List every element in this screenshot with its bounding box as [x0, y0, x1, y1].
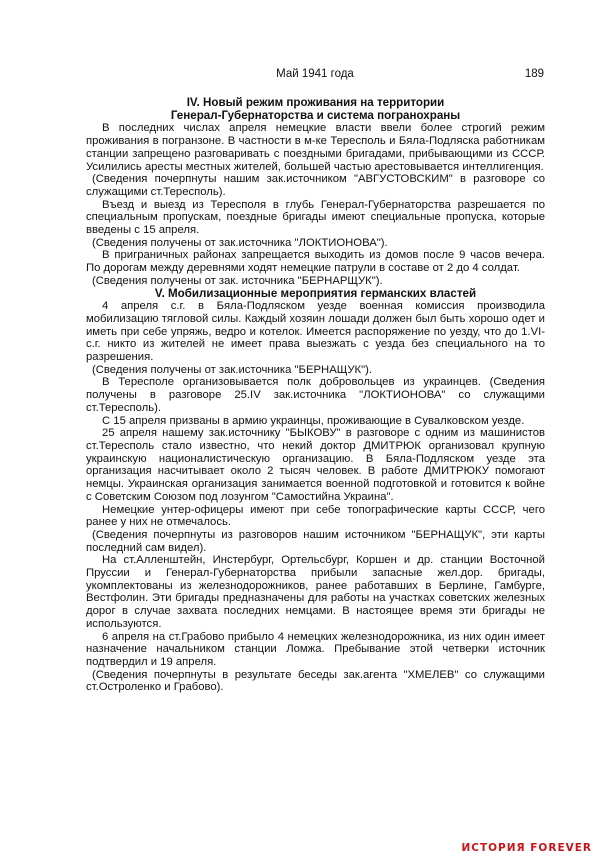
- paragraph: Въезд и выезд из Тересполя в глубь Генерал-Губернаторства разрешается по специальным пропускам, поездные бригады имеют специальные пропуска, которые введены с 15 апреля.: [86, 198, 545, 237]
- paragraph: Немецкие унтер-офицеры имеют при себе топографические карты СССР, чего ранее у них не отмечалось.: [86, 503, 545, 529]
- paragraph: На ст.Алленштейн, Инстербург, Ортельсбург, Коршен и др. станции Восточной Пруссии и Генерал-Губернаторства прибыли запасные жел.дор. бригады, укомплектованы из железнодорожников, ранее работавших в Берлине, Гамбурге, Вестфолин. Эти бригады предназначены для работы на участках советских железных дорог в случае захвата последних немцами. В настоящее время эти бригады не используются.: [86, 554, 545, 630]
- paragraph: В Тересполе организовывается полк добровольцев из украинцев. (Сведения получены в разговоре 25.IV зак.источника "ЛОКТИОНОВА" со служащими ст.Тересполь).: [86, 376, 545, 414]
- source-note: (Сведения получены от зак.источника "ЛОКТИОНОВА").: [92, 236, 388, 249]
- source-note: (Сведения почерпнуты в результате беседы зак.агента "ХМЕЛЕВ" со служащими ст.Остроленко и Грабово).: [86, 668, 545, 694]
- source-note: (Сведения почерпнуты из разговоров нашим источником "БЕРНАЩУК", эти карты последний сам видел).: [86, 528, 545, 554]
- running-header: [86, 66, 544, 82]
- source-note: (Сведения почерпнуты нашим зак.источником "АВГУСТОВСКИМ" в разговоре со служащими ст.Тересполь).: [86, 173, 545, 198]
- section-4-title-line-2: Генерал-Губернаторства и система погранохраны: [170, 108, 461, 122]
- paragraph: В приграничных районах запрещается выходить из домов после 9 часов вечера. По дорогам между деревнями ходят немецкие патрули в составе от 2 до 4 солдат.: [86, 249, 545, 275]
- paragraph: 4 апреля с.г. в Бяла-Подляском уезде военная комиссия производила мобилизацию тягловой силы. Каждый хозяин лошади должен был быть хорошо одет и иметь при себе упряжь, ведро и котелок. Имеется распоряжение по уезду, что до 1.VI-с.г. никто из жителей не имеет права выезжать с уезда без специального на то разрешения.: [86, 300, 545, 364]
- document-body: [86, 97, 545, 694]
- source-note: (Сведения получены от зак.источника "БЕРНАЩУК").: [92, 363, 372, 376]
- paragraph: В последних числах апреля немецкие власти ввели более строгий режим проживания в погранзоне. В частности в м-ке Тересполь и Бяла-Подляска работникам станции запрещено разговаривать с поездными бригадами, прибывающими из СССР. Усилились аресты местных жителей, большей частью арестовывается интеллигенция.: [86, 122, 545, 173]
- brand-watermark: ИСТОРИЯ FOREVER: [461, 842, 592, 854]
- section-5-title: V. Мобилизационные мероприятия германских властей: [154, 286, 477, 300]
- paragraph: С 15 апреля призваны в армию украинцы, проживающие в Сувалковском уезде.: [102, 414, 525, 427]
- paragraph: 25 апреля нашему зак.источнику "БЫКОВУ" в разговоре с одним из машинистов ст.Тересполь стало известно, что некий доктор ДМИТРЮК организовал крупную украинскую националистическую организацию. В Бяла-Подляском уезде эта организация насчитывает около 2 тысяч человек. В работе ДМИТРЮКУ помогают немцы. Украинская организация занимается военной подготовкой и готовится к войне с Советским Союзом под лозунгом "Самостийна Украина".: [86, 427, 545, 503]
- page-number: 189: [524, 68, 544, 80]
- section-4-title-line-1: IV. Новый режим проживания на территории: [186, 96, 445, 109]
- source-note: (Сведения получены от зак. источника "БЕРНАРЩУК").: [92, 274, 383, 287]
- paragraph: 6 апреля на ст.Грабово прибыло 4 немецких железнодорожника, из них один имеет назначение начальником станции Ломжа. Пребывание этой четверки источник подтвердил и 19 апреля.: [86, 630, 545, 668]
- running-title: Май 1941 года: [276, 68, 354, 80]
- section-4-title: [86, 97, 545, 122]
